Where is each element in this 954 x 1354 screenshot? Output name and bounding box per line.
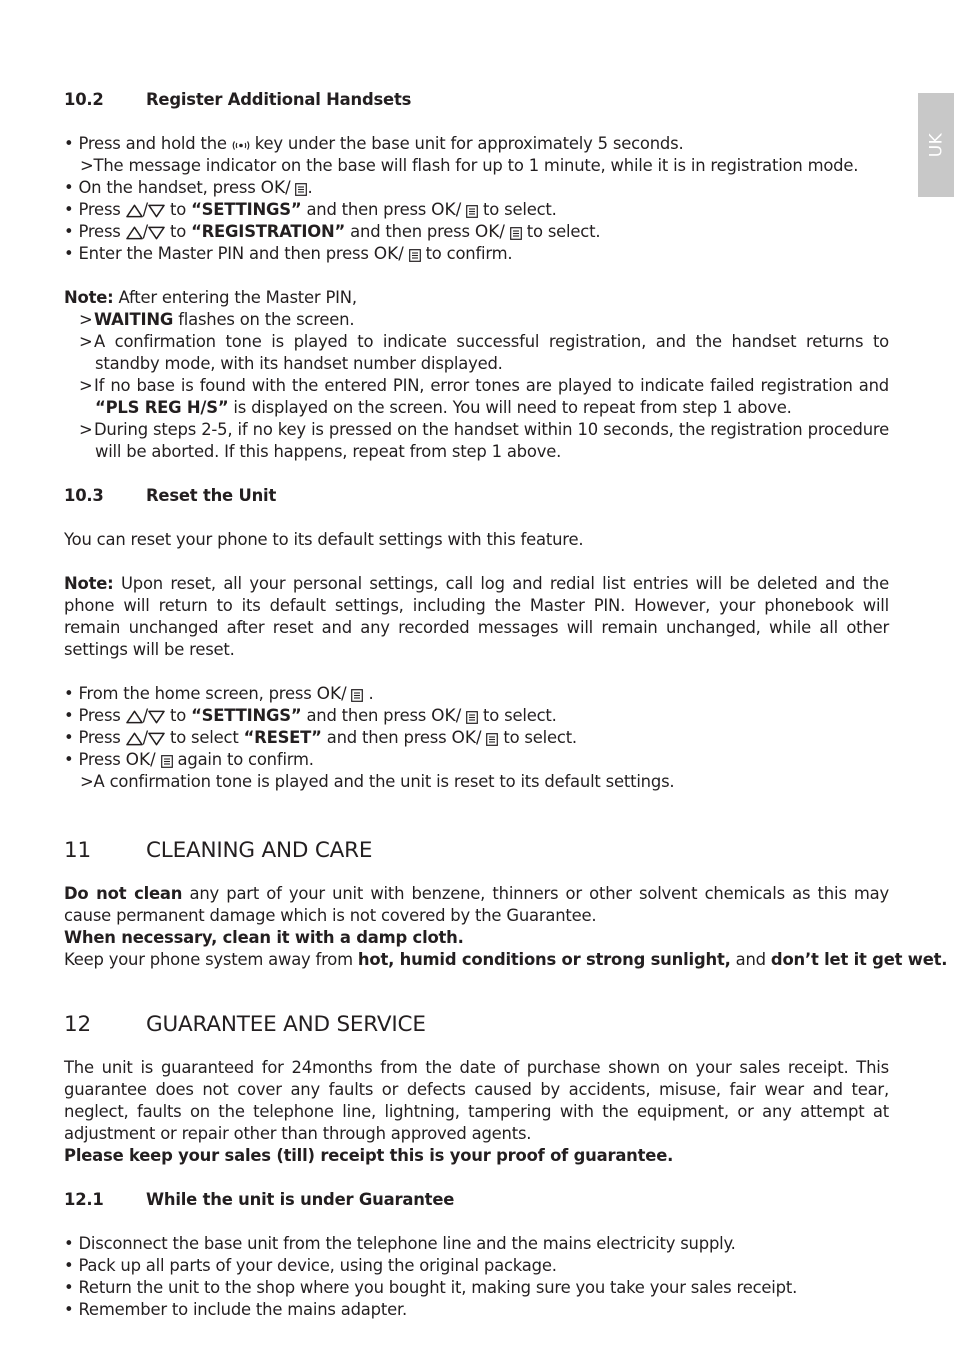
list-item: • Return the unit to the shop where you bought it, making sure you take your sales receipt.	[64, 1278, 798, 1297]
list-item-sub: >The message indicator on the base will flash for up to 1 minute, while it is in registration mode.	[80, 156, 859, 175]
ok-key-label: OK	[431, 706, 456, 726]
list-item: • From the home screen, press OK/ .	[64, 684, 374, 704]
menu-icon	[466, 711, 478, 724]
section-10-2-heading: 10.2 Register Additional Handsets	[64, 90, 412, 109]
list-item: • Disconnect the base unit from the telephone line and the mains electricity supply.	[64, 1234, 736, 1253]
down-arrow-icon	[148, 732, 165, 746]
list-item: • Press / to “REGISTRATION” and then press OK/ to select.	[64, 222, 601, 242]
list-item-sub: >A confirmation tone is played and the unit is reset to its default settings.	[80, 772, 675, 791]
paging-icon	[232, 139, 250, 152]
ok-key-label: OK	[260, 178, 286, 198]
menu-icon	[486, 733, 498, 746]
ok-key-label: OK	[316, 684, 342, 704]
paragraph: Keep your phone system away from hot, humid conditions or strong sunlight, and don’t let it get wet.	[64, 950, 948, 969]
menu-icon	[295, 183, 307, 196]
down-arrow-icon	[148, 226, 165, 240]
list-item: • On the handset, press OK/ .	[64, 178, 313, 198]
section-10-3-heading: 10.3 Reset the Unit	[64, 486, 277, 505]
paragraph: Do not clean any part of your unit with benzene, thinners or other solvent chemicals as this may cause permanent damage which is not covered by the Guarantee.	[64, 884, 889, 925]
ok-key-label: OK	[125, 750, 151, 770]
menu-icon	[351, 689, 363, 702]
language-tab-label: UK	[926, 132, 946, 158]
list-item: • Press / to “SETTINGS” and then press OK/ to select.	[64, 200, 557, 220]
up-arrow-icon	[126, 732, 143, 746]
note-item: >A confirmation tone is played to indicate successful registration, and the handset returns to standby mode, with its handset number displayed.	[79, 332, 889, 373]
intro-paragraph: You can reset your phone to its default settings with this feature.	[64, 530, 584, 549]
note-item: >During steps 2-5, if no key is pressed on the handset within 10 seconds, the registration procedure will be aborted. If this happens, repeat from step 1 above.	[79, 420, 889, 461]
up-arrow-icon	[126, 710, 143, 724]
ok-key-label: OK	[474, 222, 500, 242]
paragraph: The unit is guaranteed for 24months from the date of purchase shown on your sales receipt. This guarantee does not cover any faults or defects caused by accidents, misuse, fair wear and tear, neglect, faults on the telephone line, lightning, tampering with the equipment, or any attempt at adjustment or repair other than through approved agents.	[64, 1058, 889, 1143]
paragraph: When necessary, clean it with a damp cloth.	[64, 928, 464, 947]
list-item: • Press / to “SETTINGS” and then press OK/ to select.	[64, 706, 557, 726]
note-paragraph: Note: Upon reset, all your personal settings, call log and redial list entries will be deleted and the phone will return to its default settings, including the Master PIN. However, your phonebook will remain unchanged after reset and any recorded messages will remain unchanged, while all other settings will be reset.	[64, 574, 889, 659]
down-arrow-icon	[148, 204, 165, 218]
menu-icon	[510, 227, 522, 240]
up-arrow-icon	[126, 204, 143, 218]
section-12-1-heading: 12.1 While the unit is under Guarantee	[64, 1190, 455, 1209]
list-item: • Press OK/ again to confirm.	[64, 750, 314, 770]
note-item: >WAITING flashes on the screen.	[79, 310, 355, 329]
list-item: • Press and hold the key under the base unit for approximately 5 seconds.	[64, 134, 684, 153]
menu-icon	[409, 249, 421, 262]
section-12-heading: 12 GUARANTEE AND SERVICE	[64, 1012, 426, 1037]
down-arrow-icon	[148, 710, 165, 724]
list-item: • Remember to include the mains adapter.	[64, 1300, 407, 1319]
list-item: • Enter the Master PIN and then press OK/ to confirm.	[64, 244, 513, 264]
paragraph: Please keep your sales (till) receipt this is your proof of guarantee.	[64, 1146, 674, 1165]
note-paragraph: Note: After entering the Master PIN,	[64, 288, 357, 307]
ok-key-label: OK	[431, 200, 456, 220]
section-11-heading: 11 CLEANING AND CARE	[64, 838, 373, 863]
language-tab	[918, 93, 954, 197]
up-arrow-icon	[126, 226, 143, 240]
ok-key-label: OK	[451, 728, 476, 748]
menu-icon	[161, 755, 173, 768]
note-item: >If no base is found with the entered PIN, error tones are played to indicate failed registration and “PLS REG H/S” is displayed on the screen. You will need to repeat from step 1 above.	[79, 376, 889, 417]
menu-icon	[466, 205, 478, 218]
list-item: • Press / to select “RESET” and then press OK/ to select.	[64, 728, 577, 748]
list-item: • Pack up all parts of your device, using the original package.	[64, 1256, 557, 1275]
ok-key-label: OK	[373, 244, 399, 264]
